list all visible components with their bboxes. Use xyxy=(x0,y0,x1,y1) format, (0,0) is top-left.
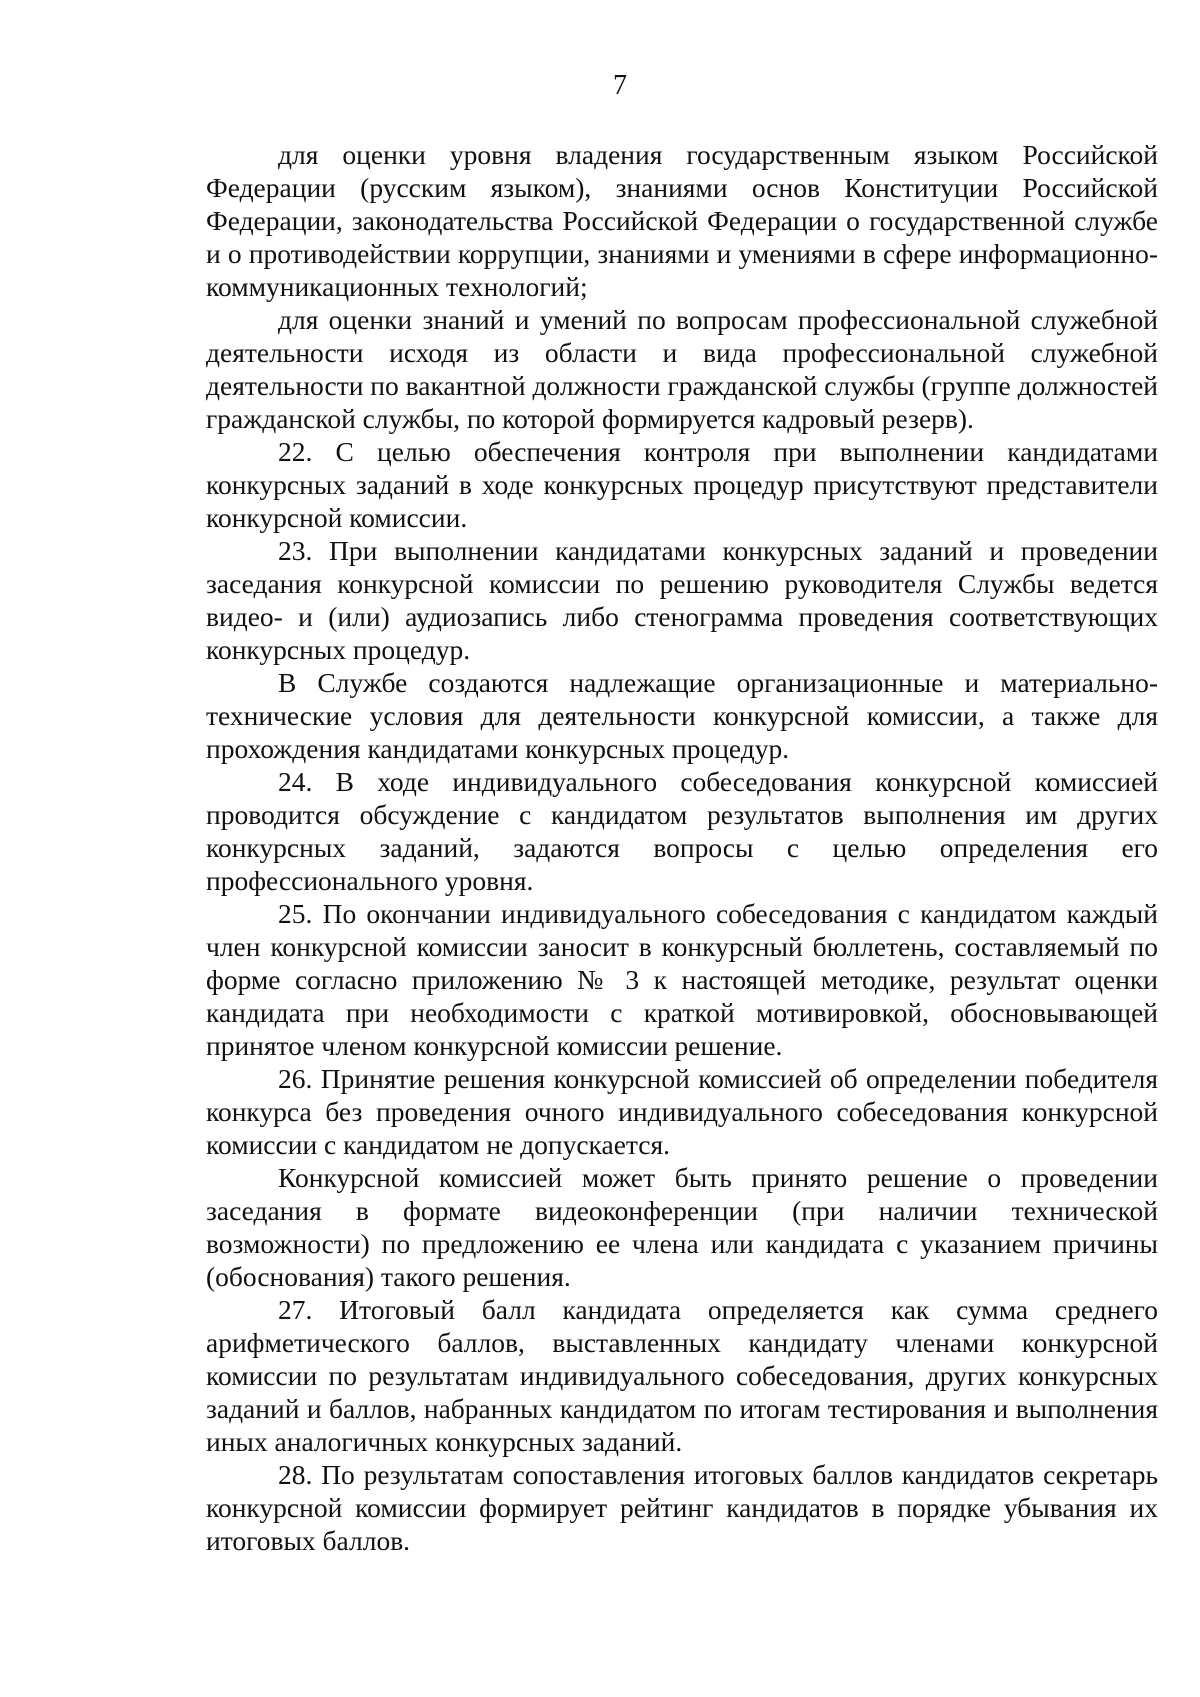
paragraph-professional-assessment: для оценки знаний и умений по вопросам профессиональной служебной деятельности исходя из области и вида профессиональной служебной деятельности по вакантной должности гражданской службы (группе должностей гражданской службы, по которой формируется кадровый резерв). xyxy=(206,304,1158,434)
paragraph-language-assessment: для оценки уровня владения государственным языком Российской Федерации (русским языком), знаниями основ Конституции Российской Федерации, законодательства Российской Федерации о государственной службе и о противодействии коррупции, знаниями и умениями в сфере информационно-коммуникационных технологий; xyxy=(206,139,1158,302)
paragraph-service-conditions: В Службе создаются надлежащие организационные и материально-технические условия для деятельности конкурсной комиссии, а также для прохождения кандидатами конкурсных процедур. xyxy=(206,667,1158,764)
paragraph-28: 28. По результатам сопоставления итоговых баллов кандидатов секретарь конкурсной комиссии формирует рейтинг кандидатов в порядке убывания их итоговых баллов. xyxy=(206,1459,1158,1556)
paragraph-23: 23. При выполнении кандидатами конкурсных заданий и проведении заседания конкурсной комиссии по решению руководителя Службы ведется видео- и (или) аудиозапись либо стенограмма проведения соответствующих конкурсных процедур. xyxy=(206,535,1158,665)
paragraph-27: 27. Итоговый балл кандидата определяется как сумма среднего арифметического баллов, выставленных кандидату членами конкурсной комиссии по результатам индивидуального собеседования, других конкурсных заданий и баллов, набранных кандидатом по итогам тестирования и выполнения иных аналогичных конкурсных заданий. xyxy=(206,1294,1158,1457)
page-number: 7 xyxy=(613,70,627,101)
paragraph-26: 26. Принятие решения конкурсной комиссией об определении победителя конкурса без проведения очного индивидуального собеседования конкурсной комиссии с кандидатом не допускается. xyxy=(206,1063,1158,1160)
paragraph-25: 25. По окончании индивидуального собеседования с кандидатом каждый член конкурсной комиссии заносит в конкурсный бюллетень, составляемый по форме согласно приложению № 3 к настоящей методике, результат оценки кандидата при необходимости с краткой мотивировкой, обосновывающей принятое членом конкурсной комиссии решение. xyxy=(206,898,1158,1061)
paragraph-22: 22. С целью обеспечения контроля при выполнении кандидатами конкурсных заданий в ходе конкурсных процедур присутствуют представители конкурсной комиссии. xyxy=(206,436,1158,533)
paragraph-videoconference: Конкурсной комиссией может быть принято решение о проведении заседания в формате видеоконференции (при наличии технической возможности) по предложению ее члена или кандидата с указанием причины (обоснования) такого решения. xyxy=(206,1162,1158,1292)
paragraph-24: 24. В ходе индивидуального собеседования конкурсной комиссией проводится обсуждение с кандидатом результатов выполнения им других конкурсных заданий, задаются вопросы с целью определения его профессионального уровня. xyxy=(206,766,1158,896)
document-body xyxy=(206,138,1158,1557)
